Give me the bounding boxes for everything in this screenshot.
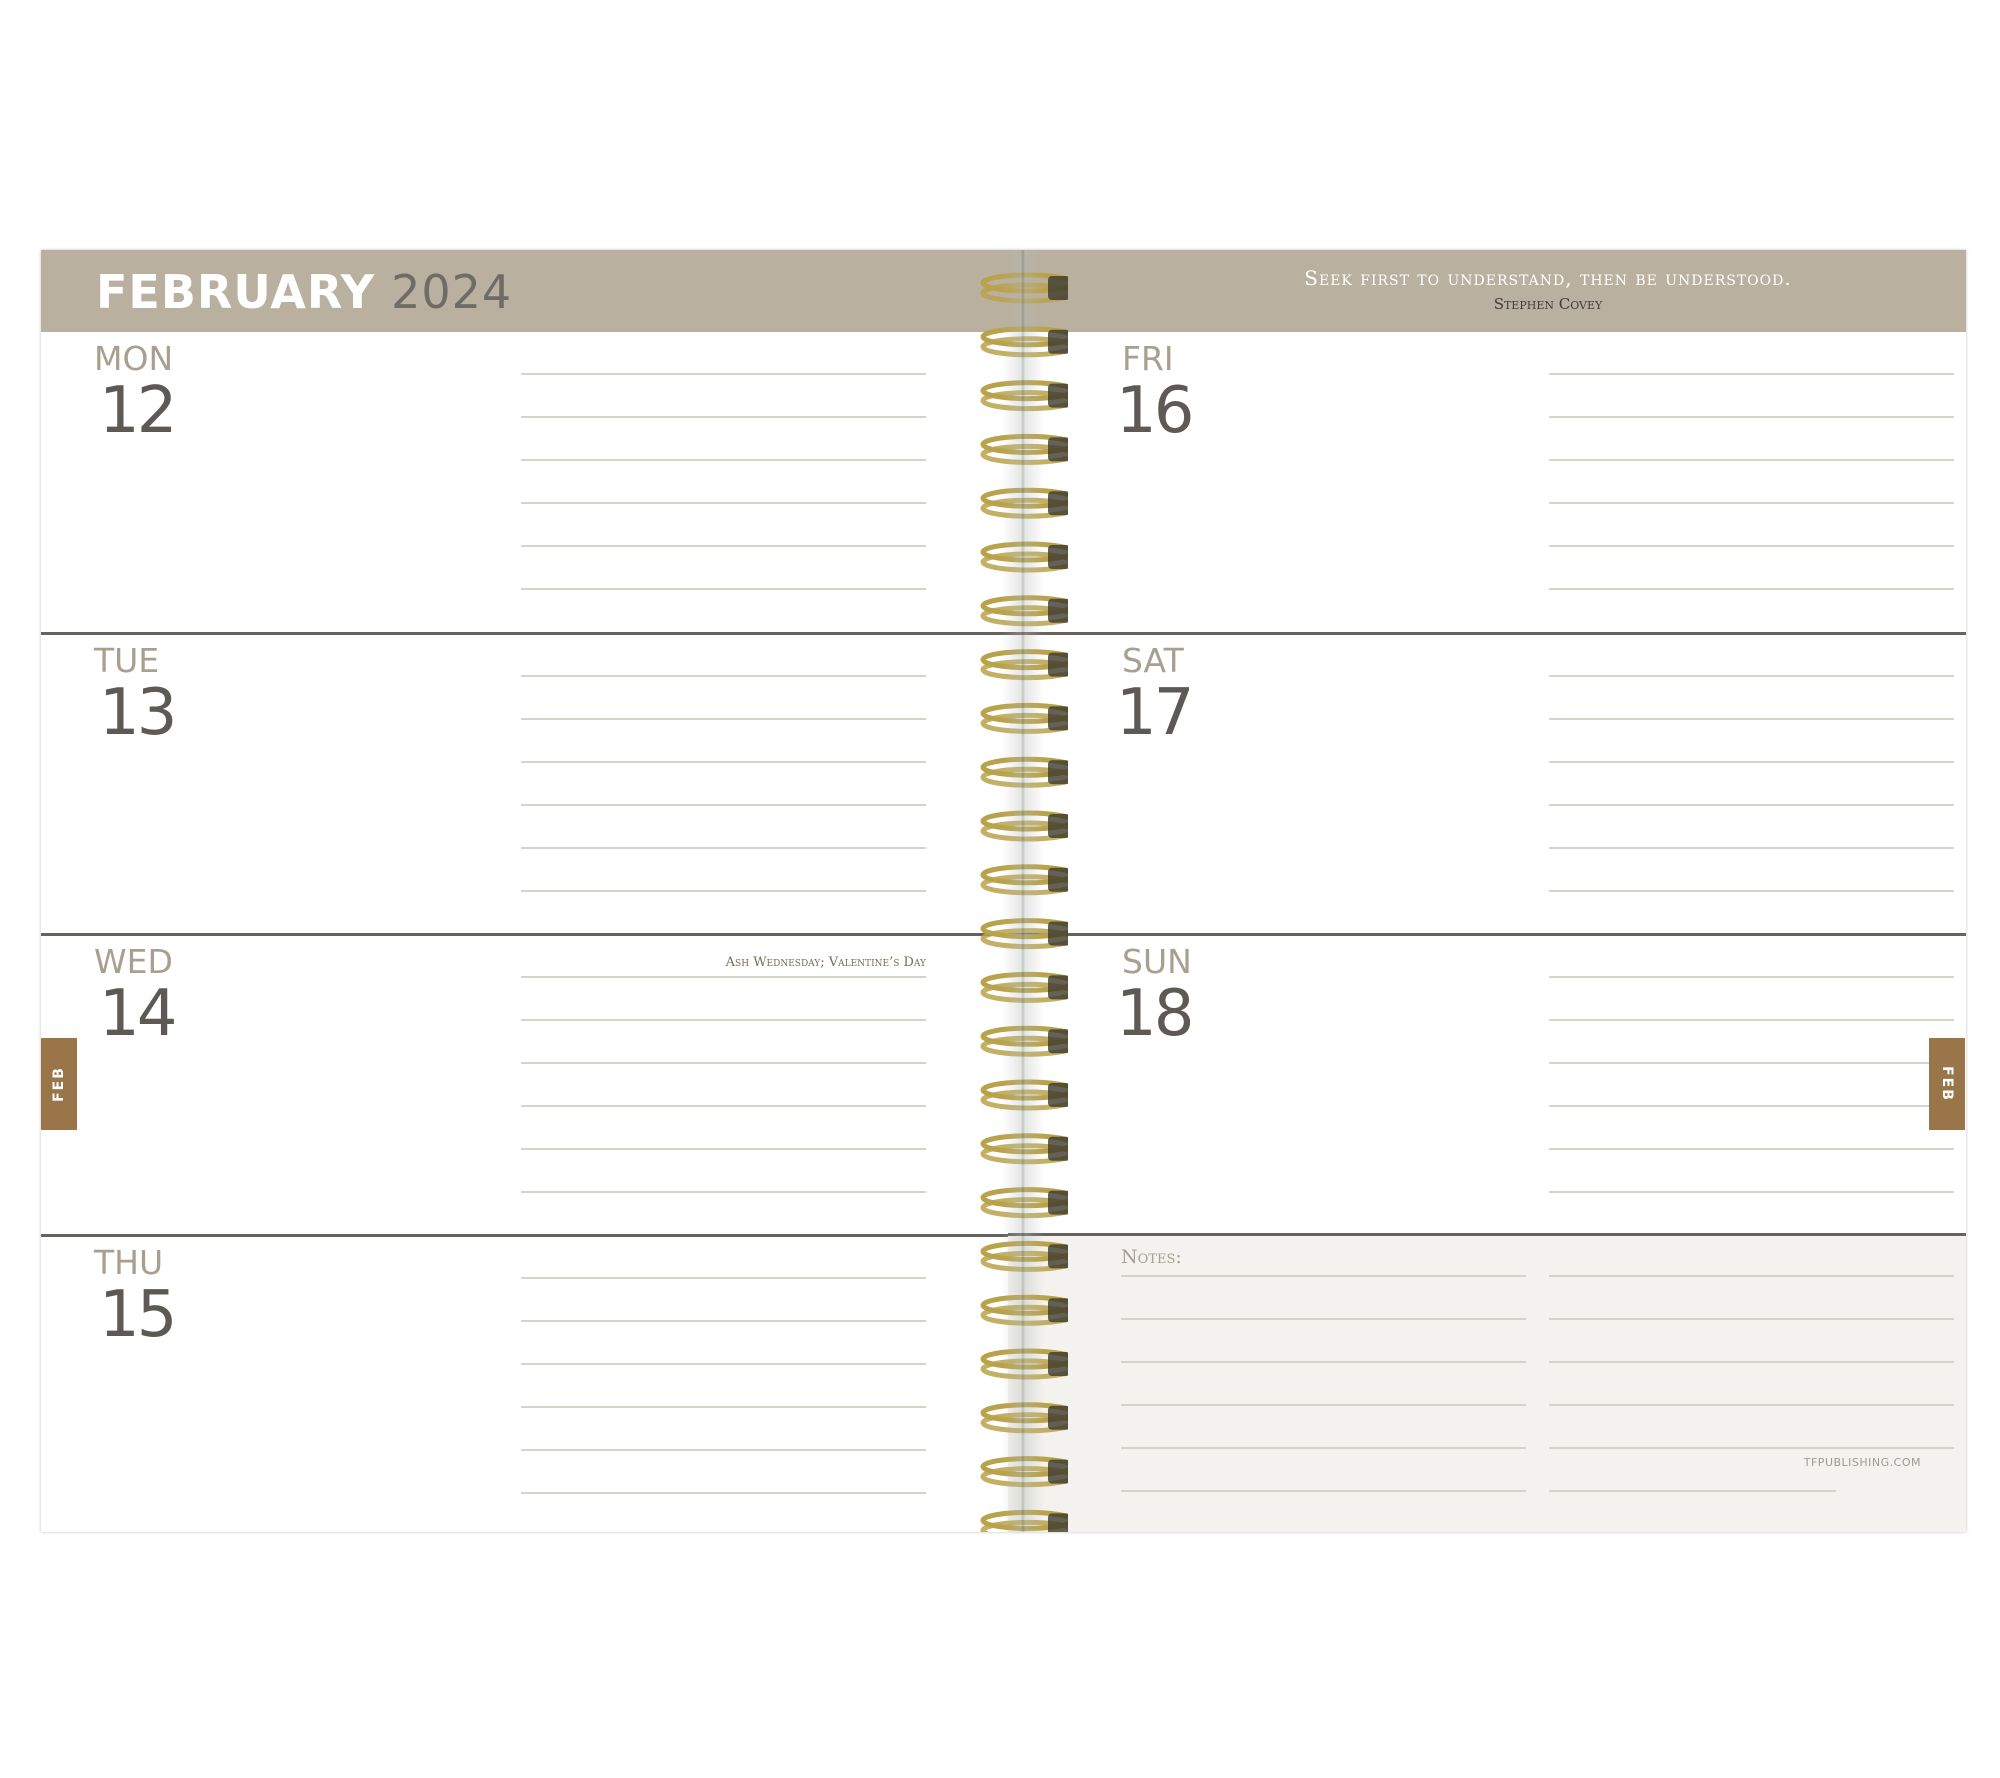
notes-line: [1121, 1361, 1526, 1363]
writing-line: [521, 373, 926, 375]
notes-line: [1121, 1404, 1526, 1406]
notes-line: [1549, 1447, 1954, 1449]
holiday-note: Ash Wednesday; Valentine’s Day: [725, 955, 926, 970]
writing-line: [1549, 545, 1954, 547]
spine-shadow: [1002, 250, 1044, 1532]
writing-line: [521, 588, 926, 590]
notes-line: [1549, 1361, 1954, 1363]
notes-line: [1121, 1490, 1526, 1492]
writing-line: [1549, 373, 1954, 375]
writing-line: [1549, 1019, 1954, 1021]
writing-line: [1549, 459, 1954, 461]
day-number: 12: [99, 374, 175, 448]
planner-spread: [41, 250, 1966, 1532]
writing-line: [521, 1148, 926, 1150]
writing-line: [521, 1019, 926, 1021]
day-section-wed[interactable]: [41, 935, 1008, 1235]
spiral-binding: [978, 250, 1068, 1532]
month-tab-right[interactable]: [1929, 1038, 1965, 1130]
writing-line: [1549, 847, 1954, 849]
writing-line: [521, 976, 926, 978]
left-header-band: [41, 250, 1008, 332]
writing-line: [521, 1277, 926, 1279]
notes-line: [1549, 1275, 1954, 1277]
day-number: 14: [99, 977, 175, 1051]
writing-line: [521, 1105, 926, 1107]
day-section-fri[interactable]: [1008, 332, 1966, 632]
month-tab-label: FEB: [1939, 1066, 1955, 1102]
writing-line: [1549, 1062, 1954, 1064]
writing-line: [521, 804, 926, 806]
writing-line: [1549, 718, 1954, 720]
notes-line: [1121, 1275, 1526, 1277]
day-number: 17: [1116, 676, 1192, 750]
day-name: FRI: [1122, 339, 1174, 378]
writing-line: [521, 1363, 926, 1365]
month-tab-label: FEB: [51, 1066, 67, 1102]
writing-line: [1549, 416, 1954, 418]
day-name: WED: [94, 942, 173, 981]
writing-line: [521, 1449, 926, 1451]
writing-line: [1549, 1148, 1954, 1150]
month-year: 2024: [391, 265, 513, 319]
day-name: SUN: [1122, 942, 1192, 981]
month-name: FEBRUARY: [96, 265, 376, 319]
quote-author: Stephen Covey: [1493, 295, 1603, 313]
day-name: THU: [94, 1243, 164, 1282]
day-number: 16: [1116, 374, 1192, 448]
writing-line: [1549, 1191, 1954, 1193]
writing-line: [521, 1062, 926, 1064]
day-number: 15: [99, 1278, 175, 1352]
publisher-url: TFPUBLISHING.COM: [1803, 1456, 1921, 1469]
day-name: SAT: [1122, 641, 1184, 680]
day-number: 13: [99, 676, 175, 750]
writing-line: [1549, 804, 1954, 806]
writing-line: [521, 718, 926, 720]
writing-line: [521, 545, 926, 547]
day-section-thu[interactable]: [41, 1236, 1008, 1532]
writing-line: [521, 1406, 926, 1408]
notes-line: [1549, 1490, 1836, 1492]
writing-line: [521, 416, 926, 418]
writing-line: [1549, 675, 1954, 677]
notes-line: [1121, 1318, 1526, 1320]
writing-line: [521, 1320, 926, 1322]
right-page: [1008, 250, 1966, 1532]
right-header-band: [1008, 250, 1966, 332]
day-name: MON: [94, 339, 174, 378]
writing-line: [1549, 761, 1954, 763]
month-tab-left[interactable]: [41, 1038, 77, 1130]
day-name: TUE: [94, 641, 160, 680]
writing-line: [1549, 890, 1954, 892]
notes-section[interactable]: [1008, 1234, 1966, 1532]
writing-line: [521, 1191, 926, 1193]
writing-line: [521, 847, 926, 849]
notes-line: [1549, 1404, 1954, 1406]
quote-text: Seek first to understand, then be understood.: [1304, 266, 1792, 290]
writing-line: [1549, 588, 1954, 590]
writing-line: [521, 675, 926, 677]
writing-line: [521, 761, 926, 763]
writing-line: [521, 1492, 926, 1494]
left-page: [41, 250, 1008, 1532]
writing-line: [521, 890, 926, 892]
notes-line: [1549, 1318, 1954, 1320]
day-section-sun[interactable]: [1008, 935, 1966, 1235]
writing-line: [1549, 502, 1954, 504]
writing-line: [1549, 976, 1954, 978]
writing-line: [1549, 1105, 1954, 1107]
notes-label: Notes:: [1121, 1246, 1182, 1268]
writing-line: [521, 459, 926, 461]
day-divider: [1008, 1233, 1966, 1236]
day-number: 18: [1116, 977, 1192, 1051]
day-section-mon[interactable]: [41, 332, 1008, 632]
notes-line: [1121, 1447, 1526, 1449]
writing-line: [521, 502, 926, 504]
month-title: [96, 266, 512, 318]
day-section-sat[interactable]: [1008, 634, 1966, 934]
day-section-tue[interactable]: [41, 634, 1008, 934]
